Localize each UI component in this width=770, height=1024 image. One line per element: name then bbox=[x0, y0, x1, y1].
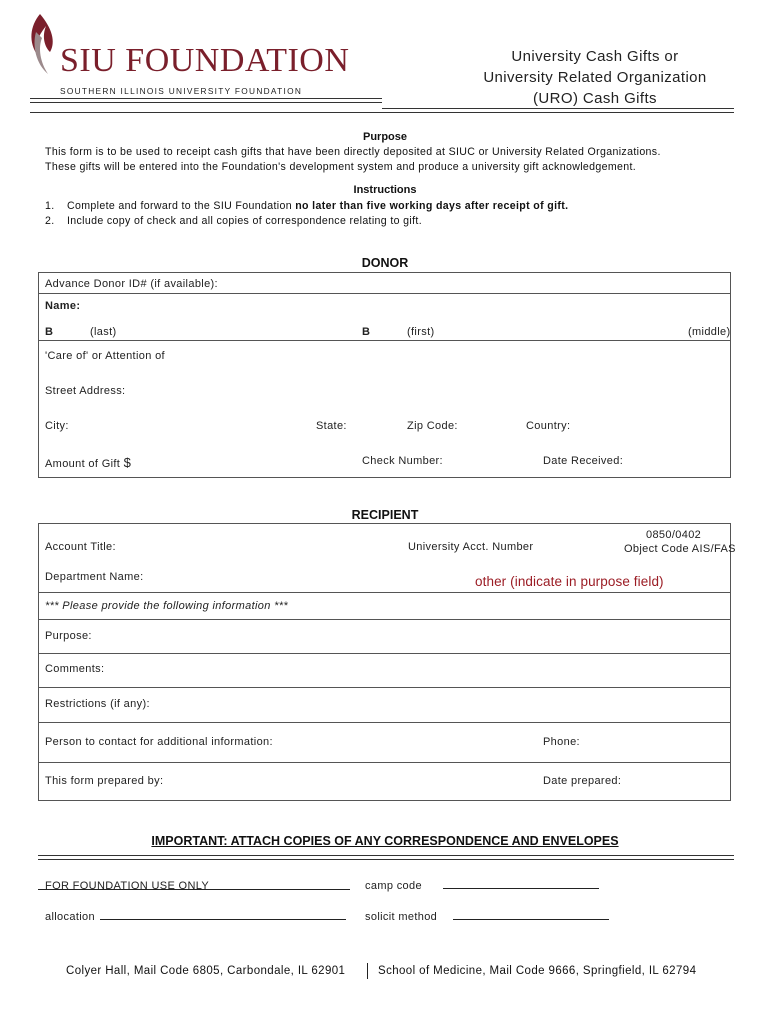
purpose-field[interactable]: Purpose: bbox=[45, 630, 92, 642]
recipient-box bbox=[38, 523, 731, 801]
form-title-line: University Cash Gifts or bbox=[511, 48, 679, 65]
divider bbox=[38, 619, 731, 620]
important-notice: IMPORTANT: ATTACH COPIES OF ANY CORRESPONDENCE AND ENVELOPES bbox=[151, 834, 619, 848]
state-field[interactable]: State: bbox=[316, 420, 347, 432]
divider bbox=[38, 293, 731, 294]
siu-flame-logo bbox=[26, 12, 56, 76]
restrictions-field[interactable]: Restrictions (if any): bbox=[45, 698, 150, 710]
instruction-number: 2. bbox=[45, 215, 55, 227]
donor-heading: DONOR bbox=[361, 256, 409, 270]
contact-person-field[interactable]: Person to contact for additional information: bbox=[45, 736, 273, 748]
department-name-field[interactable]: Department Name: bbox=[45, 571, 144, 583]
other-option: other (indicate in purpose field) bbox=[475, 574, 664, 589]
purpose-line: This form is to be used to receipt cash gifts that have been directly deposited at SIUC or University Related Organizations. bbox=[45, 146, 661, 158]
solicit-method-field[interactable] bbox=[453, 919, 609, 920]
camp-code-field[interactable] bbox=[443, 888, 599, 889]
last-name-field[interactable]: (last) bbox=[90, 326, 117, 338]
street-address-field[interactable]: Street Address: bbox=[45, 385, 126, 397]
solicit-method-label: solicit method bbox=[365, 911, 438, 923]
amount-of-gift-field[interactable] bbox=[45, 455, 131, 470]
divider bbox=[38, 653, 731, 654]
instruction-item bbox=[45, 200, 568, 212]
instruction-text: Complete and forward to the SIU Foundation bbox=[67, 200, 296, 212]
instruction-emphasis: no later than five working days after receipt of gift. bbox=[295, 200, 569, 212]
first-name-field[interactable]: (first) bbox=[407, 326, 435, 338]
city-field[interactable]: City: bbox=[45, 420, 69, 432]
country-field[interactable]: Country: bbox=[526, 420, 571, 432]
account-title-field[interactable]: Account Title: bbox=[45, 541, 116, 553]
important-rule bbox=[38, 855, 734, 860]
zip-code-field[interactable]: Zip Code: bbox=[407, 420, 458, 432]
object-code-label: Object Code AIS/FAS bbox=[624, 543, 736, 555]
instruction-item bbox=[45, 215, 422, 227]
divider bbox=[38, 687, 731, 688]
camp-code-label: camp code bbox=[365, 880, 422, 892]
instruction-text: Include copy of check and all copies of correspondence relating to gift. bbox=[67, 215, 422, 227]
please-provide-note: *** Please provide the following information *** bbox=[45, 600, 289, 612]
purpose-heading: Purpose bbox=[362, 131, 407, 143]
object-code-value: 0850/0402 bbox=[646, 529, 702, 541]
logo-wordmark: SIU FOUNDATION bbox=[60, 42, 350, 79]
foundation-use-underline bbox=[38, 889, 350, 890]
divider bbox=[38, 762, 731, 763]
purpose-text bbox=[45, 145, 735, 175]
footer-carbondale-address: Colyer Hall, Mail Code 6805, Carbondale, IL 62901 bbox=[66, 965, 346, 977]
divider bbox=[38, 340, 731, 341]
phone-field[interactable]: Phone: bbox=[543, 736, 580, 748]
prepared-by-field[interactable]: This form prepared by: bbox=[45, 775, 164, 787]
last-name-marker: B bbox=[45, 326, 54, 338]
name-label: Name: bbox=[45, 300, 81, 312]
care-of-field[interactable]: 'Care of' or Attention of bbox=[45, 350, 165, 362]
purpose-line: These gifts will be entered into the Foundation's development system and produce a university gift acknowledgement. bbox=[45, 161, 637, 173]
amount-label: Amount of Gift bbox=[45, 458, 121, 470]
form-title-line: University Related Organization bbox=[483, 69, 707, 86]
date-prepared-field[interactable]: Date prepared: bbox=[543, 775, 622, 787]
check-number-field[interactable]: Check Number: bbox=[362, 455, 443, 467]
divider bbox=[38, 592, 731, 593]
divider bbox=[38, 722, 731, 723]
footer-springfield-address: School of Medicine, Mail Code 9666, Springfield, IL 62794 bbox=[378, 965, 697, 977]
advance-donor-id-field[interactable]: Advance Donor ID# (if available): bbox=[45, 278, 218, 290]
footer-separator bbox=[367, 963, 368, 979]
header-rule-bottom bbox=[30, 112, 734, 113]
middle-name-field[interactable]: (middle) bbox=[688, 326, 731, 338]
instruction-number: 1. bbox=[45, 200, 55, 212]
allocation-field[interactable] bbox=[100, 919, 346, 920]
form-title-line: (URO) Cash Gifts bbox=[533, 90, 657, 107]
header-rule-left bbox=[30, 98, 382, 103]
form-title bbox=[455, 46, 735, 109]
comments-field[interactable]: Comments: bbox=[45, 663, 105, 675]
date-received-field[interactable]: Date Received: bbox=[543, 455, 624, 467]
university-acct-number-field[interactable]: University Acct. Number bbox=[408, 541, 534, 553]
foundation-use-label: FOR FOUNDATION USE ONLY bbox=[45, 880, 210, 892]
recipient-heading: RECIPIENT bbox=[351, 508, 419, 522]
instructions-heading: Instructions bbox=[353, 184, 417, 196]
allocation-label: allocation bbox=[45, 911, 95, 923]
logo-subtitle: SOUTHERN ILLINOIS UNIVERSITY FOUNDATION bbox=[60, 86, 303, 96]
donor-box bbox=[38, 272, 731, 478]
dollar-sign: $ bbox=[123, 455, 132, 470]
first-name-marker: B bbox=[362, 326, 371, 338]
